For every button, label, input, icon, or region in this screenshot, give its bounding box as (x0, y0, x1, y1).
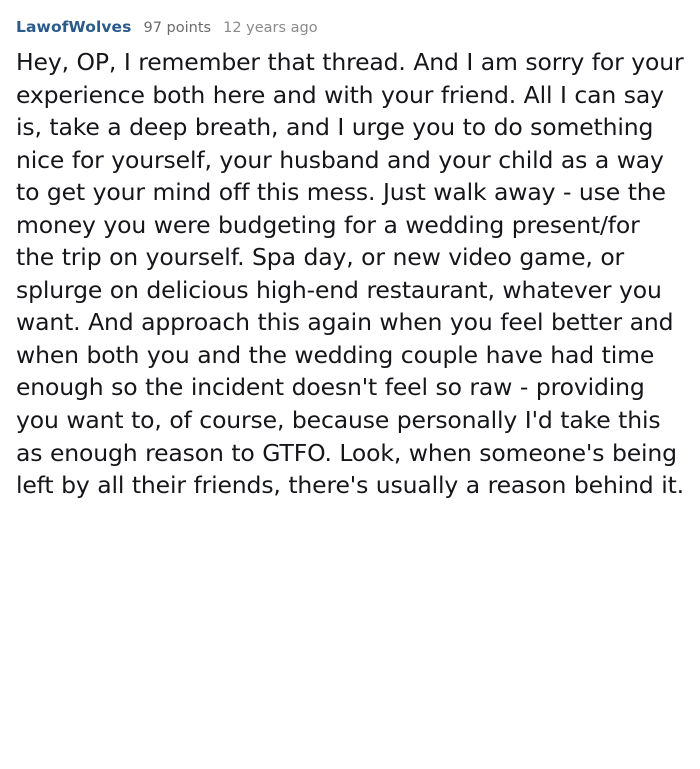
comment-header (16, 18, 684, 36)
comment-body-text: Hey, OP, I remember that thread. And I am sorry for your experience both here and with your friend. All I can say is, take a deep breath, and I urge you to do something nice for yourself, your husband and your child as a way to get your mind off this mess. Just walk away - use the money you were budgeting for a wedding present/for the trip on yourself. Spa day, or new video game, or splurge on delicious high-end restaurant, whatever you want. And approach this again when you feel better and when both you and the wedding couple have had time enough so the incident doesn't feel so raw - providing you want to, of course, because personally I'd take this as enough reason to GTFO. Look, when someone's being left by all their friends, there's usually a reason behind it. (16, 48, 684, 500)
comment-points: 97 points (143, 20, 212, 36)
comment-timestamp: 12 years ago (223, 20, 318, 36)
comment-author-link[interactable]: LawofWolves (16, 18, 132, 36)
